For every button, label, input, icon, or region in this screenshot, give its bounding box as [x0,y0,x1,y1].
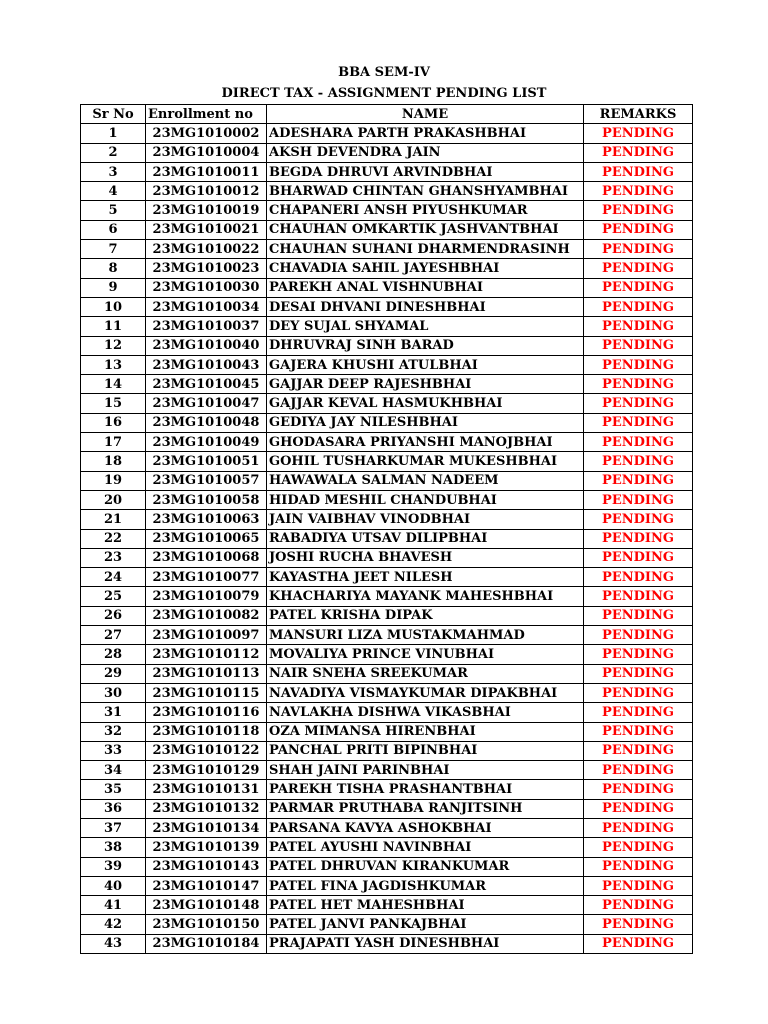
document-title: BBA SEM-IV [338,65,430,80]
cell-name: PAREKH TISHA PRASHANTBHAI [267,780,584,799]
cell-name: NAVADIYA VISMAYKUMAR DIPAKBHAI [267,683,584,702]
cell-remark: PENDING [584,433,693,452]
cell-sr-no: 2 [81,143,146,162]
cell-sr-no: 13 [81,355,146,374]
cell-sr-no: 8 [81,259,146,278]
cell-remark: PENDING [584,683,693,702]
cell-name: PATEL KRISHA DIPAK [267,606,584,625]
cell-remark: PENDING [584,220,693,239]
cell-name: MANSURI LIZA MUSTAKMAHMAD [267,626,584,645]
cell-remark: PENDING [584,876,693,895]
cell-enrollment-no: 23MG1010057 [146,471,267,490]
table-body [81,124,693,954]
cell-sr-no: 9 [81,278,146,297]
cell-remark: PENDING [584,162,693,181]
cell-enrollment-no: 23MG1010115 [146,683,267,702]
cell-remark: PENDING [584,240,693,259]
table-row [81,413,693,432]
cell-sr-no: 22 [81,529,146,548]
cell-remark: PENDING [584,838,693,857]
cell-enrollment-no: 23MG1010131 [146,780,267,799]
table-row [81,355,693,374]
cell-sr-no: 1 [81,124,146,143]
table-row [81,664,693,683]
cell-enrollment-no: 23MG1010034 [146,297,267,316]
cell-enrollment-no: 23MG1010023 [146,259,267,278]
cell-sr-no: 38 [81,838,146,857]
cell-enrollment-no: 23MG1010047 [146,394,267,413]
cell-name: PATEL DHRUVAN KIRANKUMAR [267,857,584,876]
table-row [81,722,693,741]
table-row [81,818,693,837]
cell-sr-no: 15 [81,394,146,413]
cell-remark: PENDING [584,548,693,567]
cell-sr-no: 14 [81,375,146,394]
cell-sr-no: 42 [81,915,146,934]
table-row [81,799,693,818]
cell-name: SHAH JAINI PARINBHAI [267,761,584,780]
cell-name: AKSH DEVENDRA JAIN [267,143,584,162]
table-row [81,471,693,490]
table-row [81,278,693,297]
cell-remark: PENDING [584,394,693,413]
cell-name: BHARWAD CHINTAN GHANSHYAMBHAI [267,182,584,201]
table-row [81,626,693,645]
cell-enrollment-no: 23MG1010077 [146,568,267,587]
cell-enrollment-no: 23MG1010030 [146,278,267,297]
cell-name: HIDAD MESHIL CHANDUBHAI [267,490,584,509]
cell-name: RABADIYA UTSAV DILIPBHAI [267,529,584,548]
cell-sr-no: 18 [81,452,146,471]
cell-name: DEY SUJAL SHYAMAL [267,317,584,336]
cell-name: DESAI DHVANI DINESHBHAI [267,297,584,316]
cell-sr-no: 35 [81,780,146,799]
cell-enrollment-no: 23MG1010012 [146,182,267,201]
cell-remark: PENDING [584,703,693,722]
cell-enrollment-no: 23MG1010045 [146,375,267,394]
table-header-row [81,105,693,124]
cell-name: KAYASTHA JEET NILESH [267,568,584,587]
cell-sr-no: 5 [81,201,146,220]
cell-enrollment-no: 23MG1010065 [146,529,267,548]
cell-sr-no: 10 [81,297,146,316]
cell-sr-no: 16 [81,413,146,432]
cell-name: PATEL FINA JAGDISHKUMAR [267,876,584,895]
cell-remark: PENDING [584,818,693,837]
cell-sr-no: 39 [81,857,146,876]
table-row [81,606,693,625]
cell-remark: PENDING [584,645,693,664]
cell-sr-no: 24 [81,568,146,587]
cell-remark: PENDING [584,568,693,587]
cell-remark: PENDING [584,587,693,606]
cell-remark: PENDING [584,664,693,683]
cell-remark: PENDING [584,413,693,432]
cell-enrollment-no: 23MG1010058 [146,490,267,509]
cell-remark: PENDING [584,182,693,201]
cell-sr-no: 25 [81,587,146,606]
cell-remark: PENDING [584,471,693,490]
table-row [81,143,693,162]
cell-enrollment-no: 23MG1010037 [146,317,267,336]
table-row [81,761,693,780]
table-row [81,780,693,799]
cell-enrollment-no: 23MG1010116 [146,703,267,722]
table-row [81,896,693,915]
cell-name: GAJERA KHUSHI ATULBHAI [267,355,584,374]
pending-list-table [80,104,693,954]
cell-remark: PENDING [584,741,693,760]
cell-sr-no: 37 [81,818,146,837]
cell-remark: PENDING [584,259,693,278]
cell-enrollment-no: 23MG1010079 [146,587,267,606]
table-row [81,317,693,336]
cell-sr-no: 23 [81,548,146,567]
header-name: NAME [267,105,584,124]
table-row [81,162,693,181]
cell-name: PATEL AYUSHI NAVINBHAI [267,838,584,857]
table-row [81,587,693,606]
cell-enrollment-no: 23MG1010048 [146,413,267,432]
cell-enrollment-no: 23MG1010113 [146,664,267,683]
cell-remark: PENDING [584,510,693,529]
cell-enrollment-no: 23MG1010143 [146,857,267,876]
cell-sr-no: 27 [81,626,146,645]
cell-name: PRAJAPATI YASH DINESHBHAI [267,934,584,953]
table-row [81,394,693,413]
cell-enrollment-no: 23MG1010049 [146,433,267,452]
cell-enrollment-no: 23MG1010063 [146,510,267,529]
cell-remark: PENDING [584,452,693,471]
cell-remark: PENDING [584,857,693,876]
table-row [81,645,693,664]
cell-remark: PENDING [584,278,693,297]
table-row [81,703,693,722]
cell-name: PAREKH ANAL VISHNUBHAI [267,278,584,297]
cell-enrollment-no: 23MG1010129 [146,761,267,780]
cell-remark: PENDING [584,761,693,780]
cell-enrollment-no: 23MG1010139 [146,838,267,857]
cell-enrollment-no: 23MG1010118 [146,722,267,741]
table-row [81,529,693,548]
cell-sr-no: 17 [81,433,146,452]
cell-remark: PENDING [584,375,693,394]
cell-sr-no: 33 [81,741,146,760]
table-row [81,683,693,702]
table-row [81,510,693,529]
cell-remark: PENDING [584,201,693,220]
cell-name: CHAUHAN OMKARTIK JASHVANTBHAI [267,220,584,239]
cell-remark: PENDING [584,355,693,374]
cell-enrollment-no: 23MG1010132 [146,799,267,818]
cell-remark: PENDING [584,336,693,355]
cell-enrollment-no: 23MG1010021 [146,220,267,239]
cell-name: GEDIYA JAY NILESHBHAI [267,413,584,432]
cell-name: GAJJAR DEEP RAJESHBHAI [267,375,584,394]
cell-sr-no: 30 [81,683,146,702]
cell-name: PANCHAL PRITI BIPINBHAI [267,741,584,760]
table-row [81,220,693,239]
cell-name: OZA MIMANSA HIRENBHAI [267,722,584,741]
cell-sr-no: 3 [81,162,146,181]
cell-remark: PENDING [584,606,693,625]
cell-enrollment-no: 23MG1010019 [146,201,267,220]
table-row [81,124,693,143]
cell-enrollment-no: 23MG1010097 [146,626,267,645]
cell-name: CHAVADIA SAHIL JAYESHBHAI [267,259,584,278]
cell-remark: PENDING [584,490,693,509]
cell-sr-no: 36 [81,799,146,818]
cell-enrollment-no: 23MG1010043 [146,355,267,374]
cell-sr-no: 43 [81,934,146,953]
table-row [81,490,693,509]
cell-remark: PENDING [584,799,693,818]
cell-name: CHAUHAN SUHANI DHARMENDRASINH [267,240,584,259]
cell-enrollment-no: 23MG1010082 [146,606,267,625]
document-subtitle: DIRECT TAX - ASSIGNMENT PENDING LIST [221,86,547,101]
cell-remark: PENDING [584,934,693,953]
table-row [81,259,693,278]
cell-name: JAIN VAIBHAV VINODBHAI [267,510,584,529]
cell-name: GHODASARA PRIYANSHI MANOJBHAI [267,433,584,452]
cell-sr-no: 41 [81,896,146,915]
cell-enrollment-no: 23MG1010147 [146,876,267,895]
table-row [81,452,693,471]
table-row [81,568,693,587]
cell-enrollment-no: 23MG1010148 [146,896,267,915]
cell-name: MOVALIYA PRINCE VINUBHAI [267,645,584,664]
table-row [81,857,693,876]
cell-sr-no: 34 [81,761,146,780]
cell-name: CHAPANERI ANSH PIYUSHKUMAR [267,201,584,220]
cell-name: PATEL JANVI PANKAJBHAI [267,915,584,934]
cell-sr-no: 31 [81,703,146,722]
cell-name: KHACHARIYA MAYANK MAHESHBHAI [267,587,584,606]
cell-enrollment-no: 23MG1010068 [146,548,267,567]
cell-name: ADESHARA PARTH PRAKASHBHAI [267,124,584,143]
cell-enrollment-no: 23MG1010002 [146,124,267,143]
table-row [81,336,693,355]
cell-remark: PENDING [584,722,693,741]
table-row [81,433,693,452]
cell-enrollment-no: 23MG1010011 [146,162,267,181]
cell-name: DHRUVRAJ SINH BARAD [267,336,584,355]
cell-sr-no: 7 [81,240,146,259]
table-row [81,838,693,857]
cell-remark: PENDING [584,780,693,799]
cell-sr-no: 21 [81,510,146,529]
cell-enrollment-no: 23MG1010040 [146,336,267,355]
cell-name: HAWAWALA SALMAN NADEEM [267,471,584,490]
cell-enrollment-no: 23MG1010150 [146,915,267,934]
cell-sr-no: 11 [81,317,146,336]
cell-enrollment-no: 23MG1010184 [146,934,267,953]
cell-remark: PENDING [584,317,693,336]
table-row [81,548,693,567]
table-row [81,201,693,220]
cell-enrollment-no: 23MG1010112 [146,645,267,664]
cell-name: PARSANA KAVYA ASHOKBHAI [267,818,584,837]
cell-sr-no: 32 [81,722,146,741]
cell-name: BEGDA DHRUVI ARVINDBHAI [267,162,584,181]
cell-enrollment-no: 23MG1010051 [146,452,267,471]
cell-name: NAVLAKHA DISHWA VIKASBHAI [267,703,584,722]
cell-sr-no: 29 [81,664,146,683]
table-row [81,182,693,201]
cell-remark: PENDING [584,915,693,934]
header-enrollment-no: Enrollment no [146,105,267,124]
cell-sr-no: 28 [81,645,146,664]
cell-remark: PENDING [584,297,693,316]
cell-sr-no: 20 [81,490,146,509]
cell-sr-no: 26 [81,606,146,625]
cell-name: NAIR SNEHA SREEKUMAR [267,664,584,683]
cell-remark: PENDING [584,529,693,548]
table-row [81,876,693,895]
table-row [81,915,693,934]
header-remarks: REMARKS [584,105,693,124]
cell-enrollment-no: 23MG1010022 [146,240,267,259]
cell-sr-no: 6 [81,220,146,239]
cell-remark: PENDING [584,143,693,162]
cell-enrollment-no: 23MG1010134 [146,818,267,837]
table-row [81,934,693,953]
cell-name: GAJJAR KEVAL HASMUKHBHAI [267,394,584,413]
cell-name: GOHIL TUSHARKUMAR MUKESHBHAI [267,452,584,471]
cell-name: JOSHI RUCHA BHAVESH [267,548,584,567]
cell-enrollment-no: 23MG1010004 [146,143,267,162]
cell-sr-no: 12 [81,336,146,355]
table-row [81,297,693,316]
cell-sr-no: 4 [81,182,146,201]
cell-enrollment-no: 23MG1010122 [146,741,267,760]
table-row [81,375,693,394]
cell-remark: PENDING [584,124,693,143]
cell-name: PATEL HET MAHESHBHAI [267,896,584,915]
cell-sr-no: 40 [81,876,146,895]
header-sr-no: Sr No [81,105,146,124]
table-row [81,741,693,760]
cell-sr-no: 19 [81,471,146,490]
cell-name: PARMAR PRUTHABA RANJITSINH [267,799,584,818]
cell-remark: PENDING [584,626,693,645]
cell-remark: PENDING [584,896,693,915]
table-row [81,240,693,259]
